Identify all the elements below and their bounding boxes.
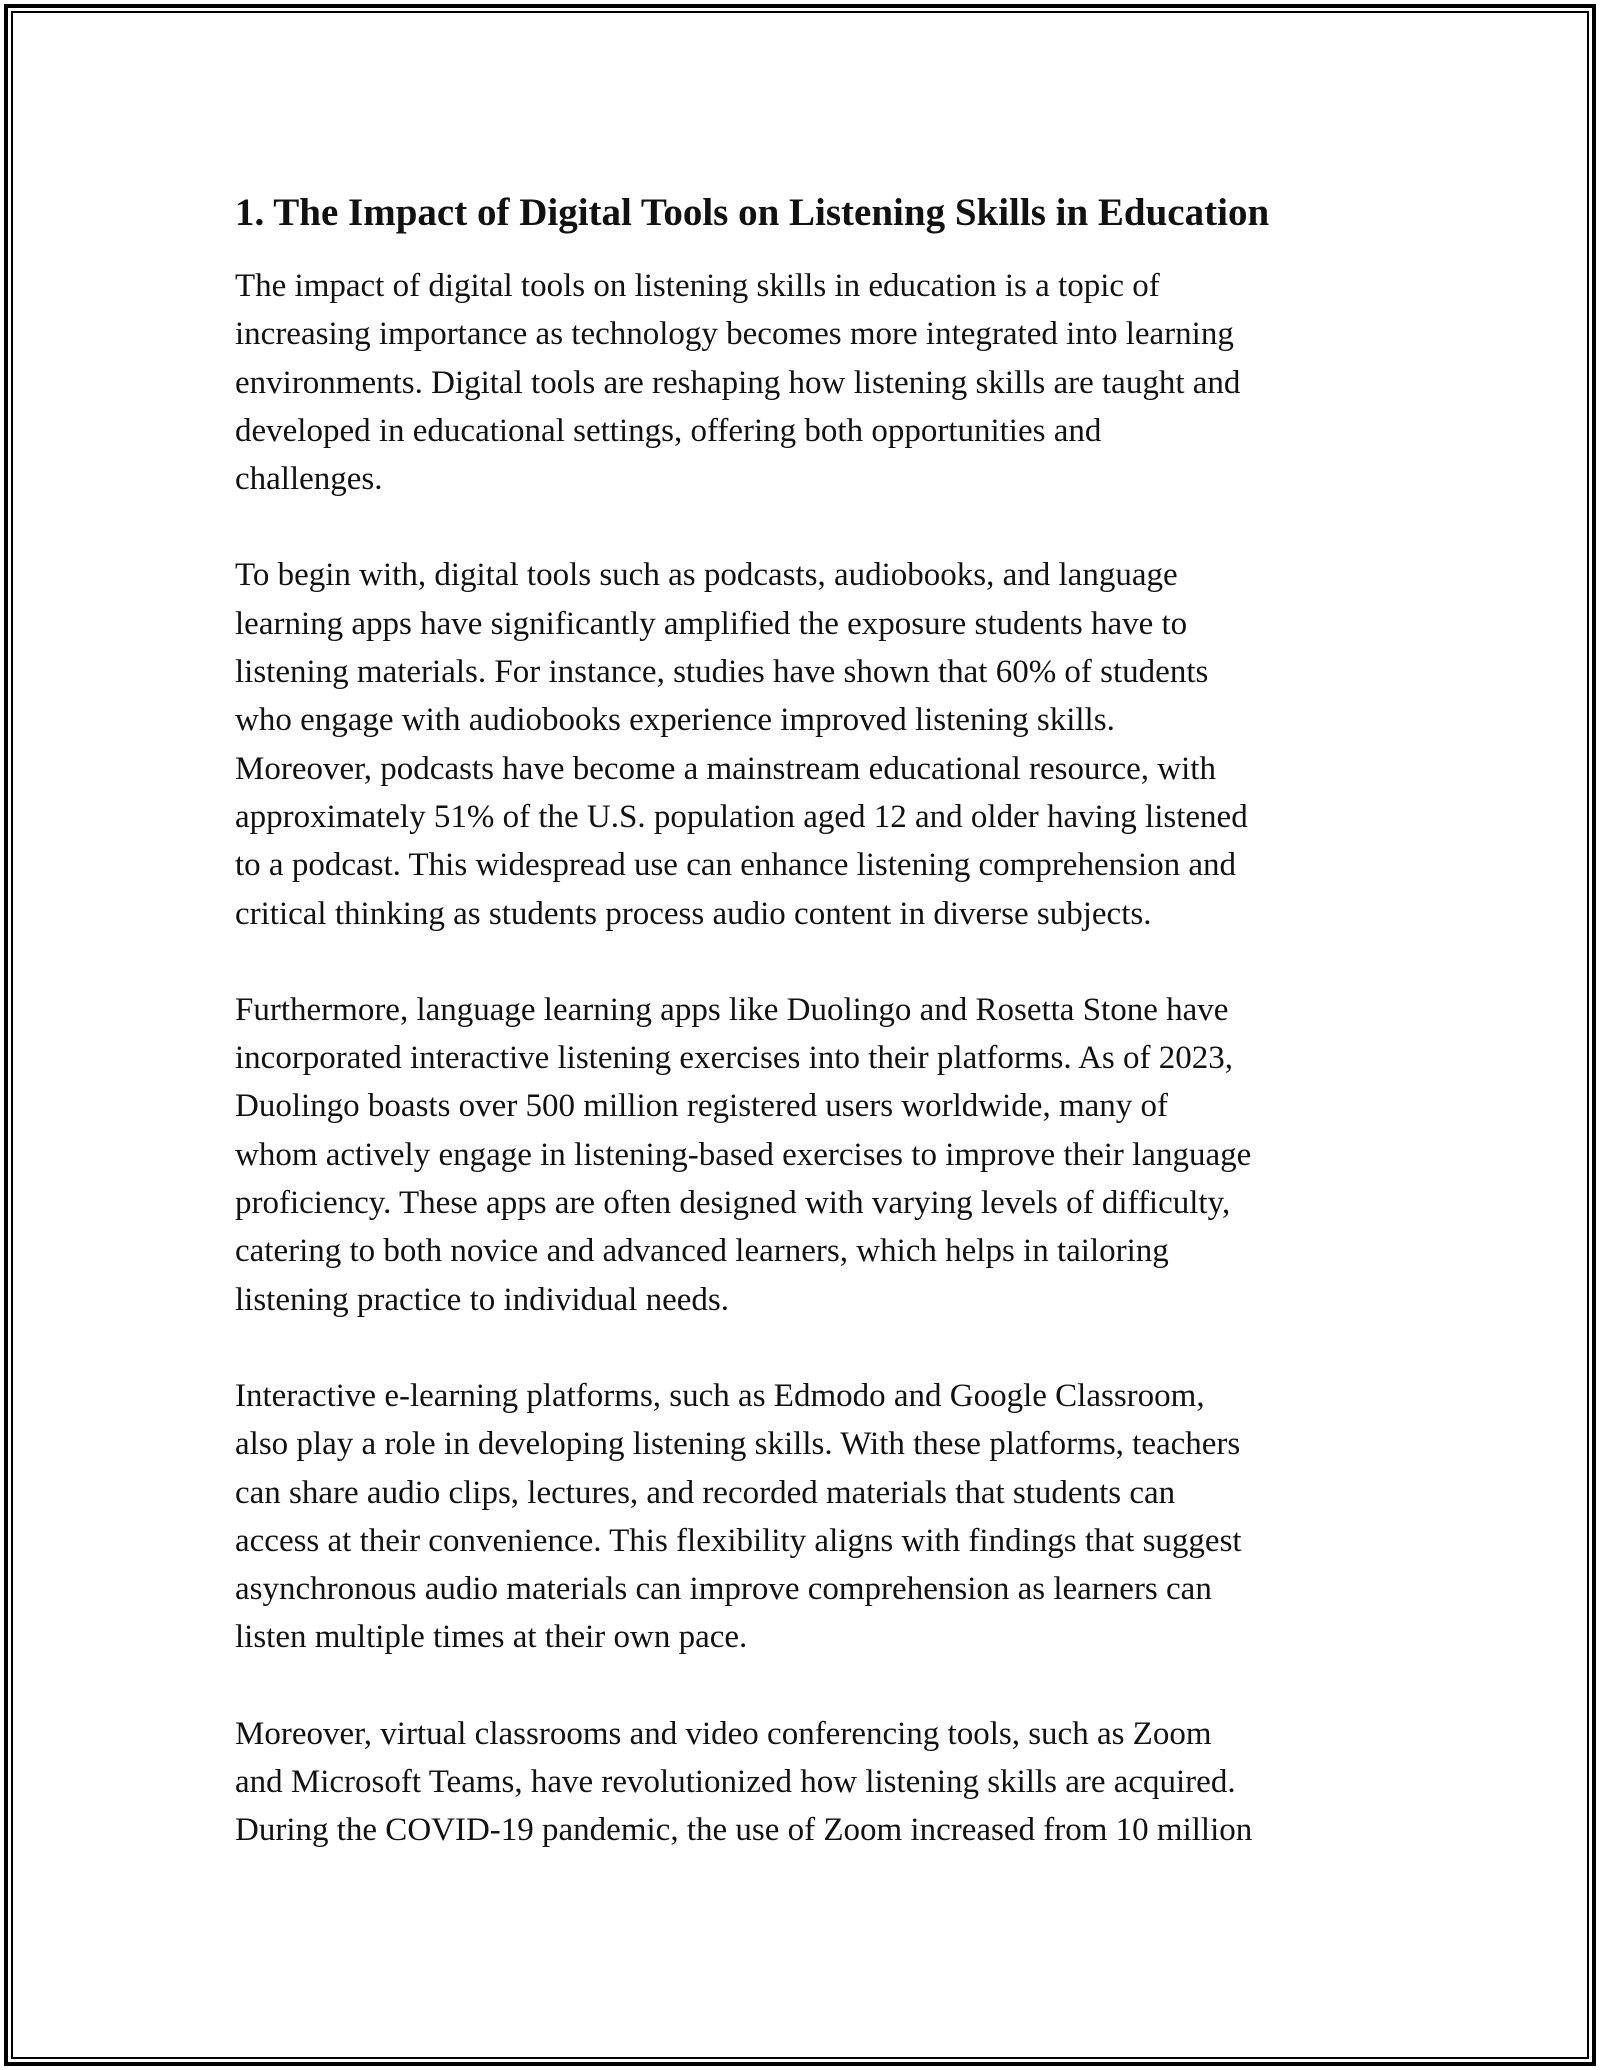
paragraph-intro: The impact of digital tools on listening skills in education is a topic of increasing importance as technology becomes more integrated into learning environments. Digital tools are reshaping how listening skills are taught and developed in educational settings, offering both opportunities and challenges. bbox=[235, 268, 1241, 498]
document-body bbox=[235, 188, 1385, 1903]
section-heading: 1. The Impact of Digital Tools on Listening Skills in Education bbox=[235, 191, 1270, 234]
paragraph-language-apps: Furthermore, language learning apps like Duolingo and Rosetta Stone have incorporated interactive listening exercises into their platforms. As of 2023, Duolingo boasts over 500 million registered users worldwide, many of whom actively engage in listening-based exercises to improve their language proficiency. These apps are often designed with varying levels of difficulty, catering to both novice and advanced learners, which helps in tailoring listening practice to individual needs. bbox=[235, 991, 1252, 1318]
paragraph-exposure: To begin with, digital tools such as podcasts, audiobooks, and language learning apps have significantly amplified the exposure students have to listening materials. For instance, studies have shown that 60% of students who engage with audiobooks experience improved listening skills. Moreover, podcasts have become a mainstream educational resource, with approximately 51% of the U.S. population aged 12 and older having listened to a podcast. This widespread use can enhance listening comprehension and critical thinking as students process audio content in diverse subjects. bbox=[235, 557, 1248, 932]
paragraph-virtual-classrooms: Moreover, virtual classrooms and video conferencing tools, such as Zoom and Microsoft Teams, have revolutionized how listening skills are acquired. During the COVID-19 pandemic, the use of Zoom increased from 10 million bbox=[235, 1715, 1253, 1849]
paragraph-elearning-platforms: Interactive e-learning platforms, such as Edmodo and Google Classroom, also play a role in developing listening skills. With these platforms, teachers can share audio clips, lectures, and recorded materials that students can access at their convenience. This flexibility aligns with findings that suggest asynchronous audio materials can improve comprehension as learners can listen multiple times at their own pace. bbox=[235, 1377, 1242, 1656]
